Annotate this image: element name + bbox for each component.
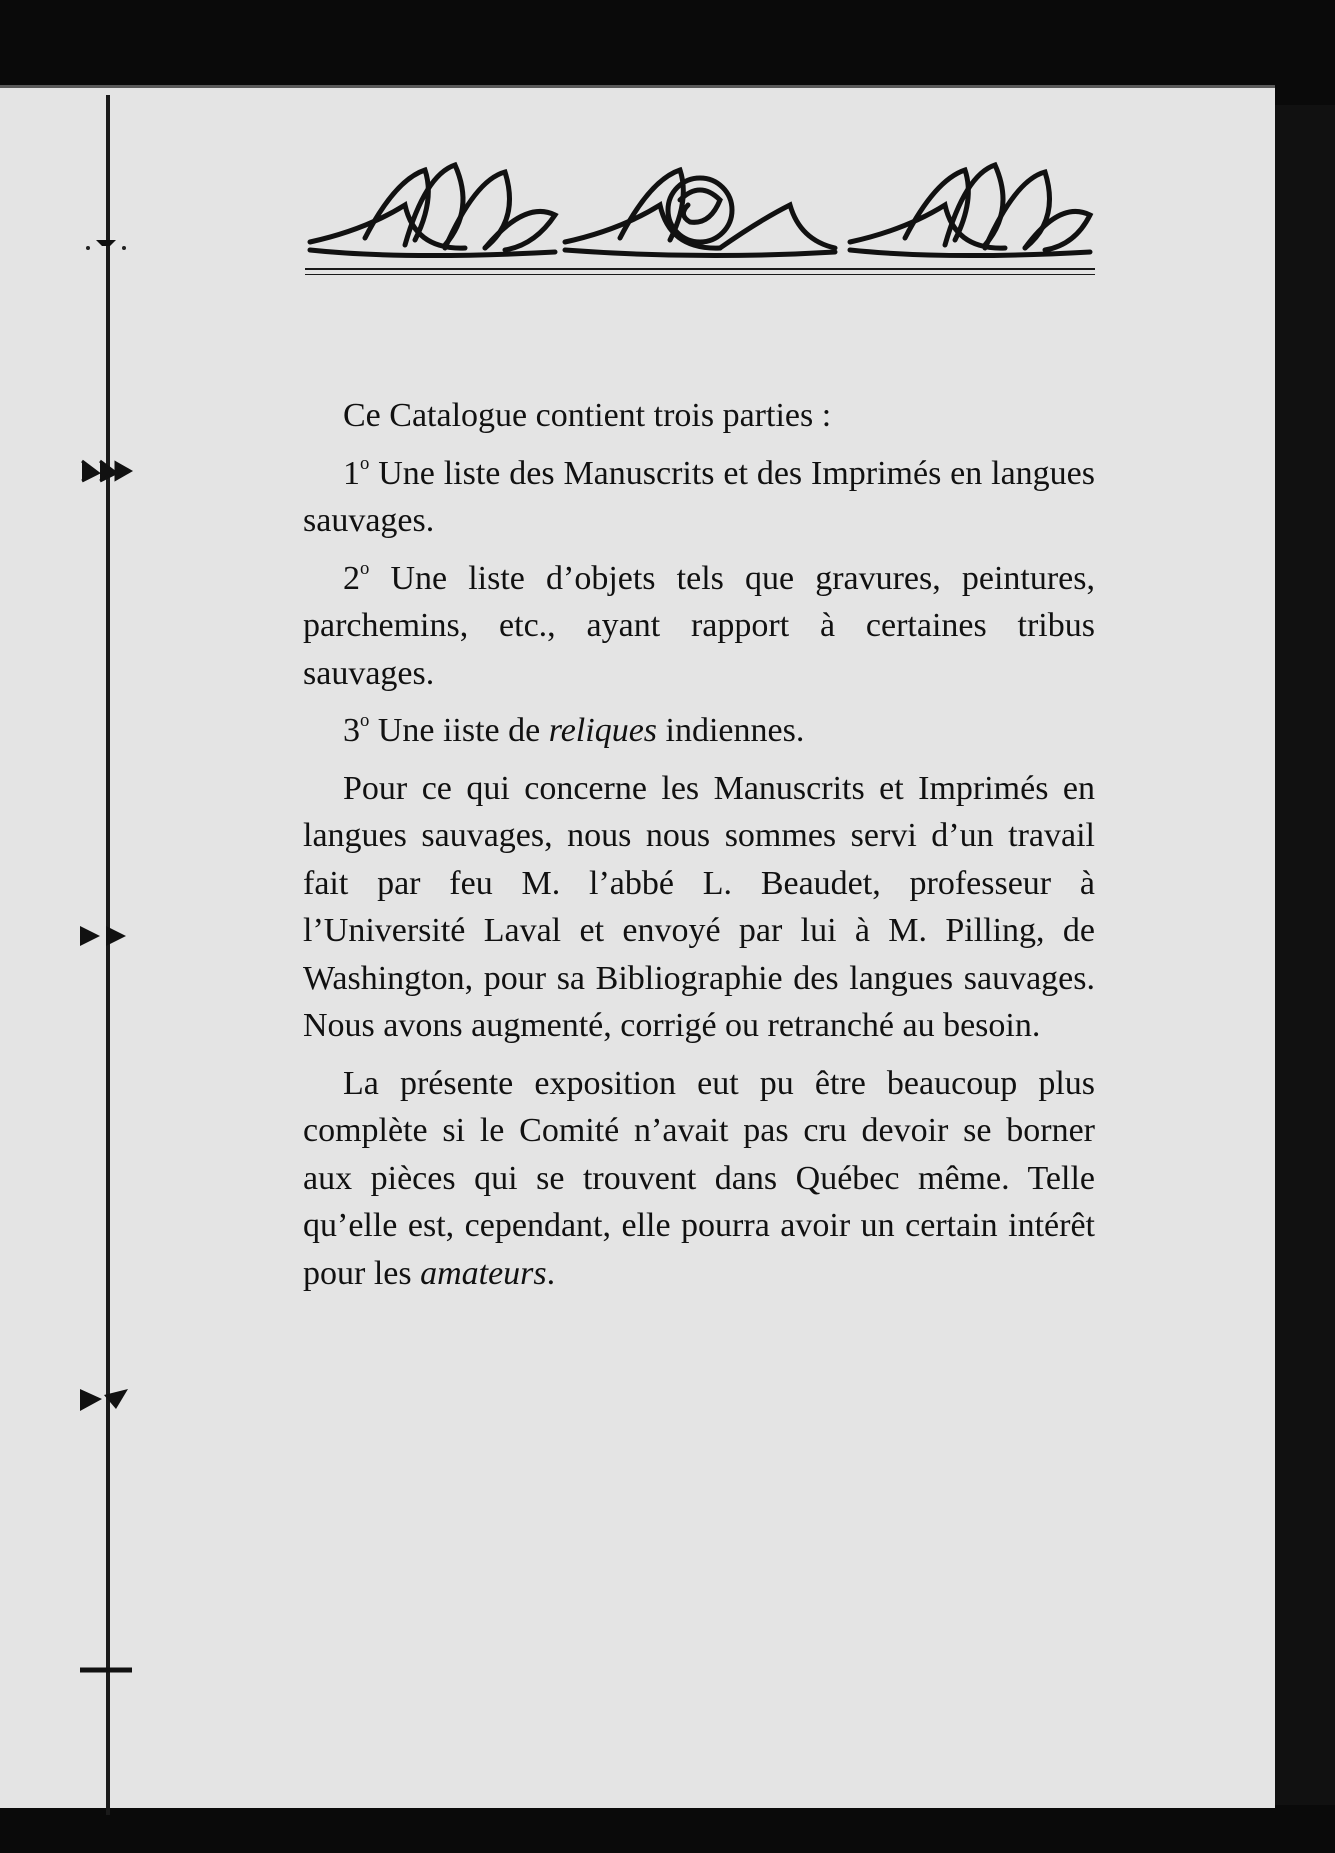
headpiece-rule xyxy=(305,268,1095,275)
degree-mark: o xyxy=(360,557,370,579)
italic-term: reliques xyxy=(548,712,658,749)
paragraph-exhibition xyxy=(303,1060,1095,1298)
paragraph-text: La présente exposition eut pu être beaucoup plus complète si le Comité n’avait pas cru devoir se borner aux pièces qui se trouvent dans Québec même. Telle qu’elle est, cependant, elle pourra avoir un certain intérêt pour les xyxy=(303,1064,1095,1292)
document-body xyxy=(303,392,1095,1307)
paragraph-sources: Pour ce qui concerne les Manuscrits et Imprimés en langues sauvages, nous nous sommes servi d’un travail fait par feu M. l’abbé L. Beaudet, professeur à l’Université Laval et envoyé par lui à M. Pilling, de Washington, pour sa Bibliographie des langues sauvages. Nous avons augmenté, corrigé ou retranché au besoin. xyxy=(303,769,1095,1044)
stitch-mark xyxy=(76,455,136,485)
list-item-2 xyxy=(303,555,1095,698)
item-number: 1 xyxy=(343,454,360,492)
degree-mark: o xyxy=(360,452,370,474)
italic-term: amateurs xyxy=(420,1254,547,1292)
item-text: Une liste d’objets tels que gravures, peintures, parchemins, etc., ayant rapport à certaines tribus sauvages. xyxy=(303,559,1095,692)
item-text: indiennes. xyxy=(665,712,805,749)
stitch-mark xyxy=(76,228,136,258)
catalogue-intro: Ce Catalogue contient trois parties : xyxy=(343,397,832,434)
item-number: 3 xyxy=(343,712,360,749)
page-edge-shadow xyxy=(1275,105,1335,1805)
paragraph-text: . xyxy=(546,1254,556,1292)
list-item-1 xyxy=(303,450,1095,545)
headpiece-ornament xyxy=(305,160,1095,260)
degree-mark: o xyxy=(360,710,370,732)
item-text: Une iiste de xyxy=(377,712,541,749)
item-text: Une liste des Manuscrits et des Imprimés en langues sauvages. xyxy=(303,454,1095,539)
list-item-3 xyxy=(303,707,1095,755)
item-number: 2 xyxy=(343,559,360,597)
binding-spine xyxy=(106,95,110,1815)
stitch-mark xyxy=(76,1385,136,1415)
stitch-mark xyxy=(76,1655,136,1685)
stitch-mark xyxy=(76,920,136,950)
